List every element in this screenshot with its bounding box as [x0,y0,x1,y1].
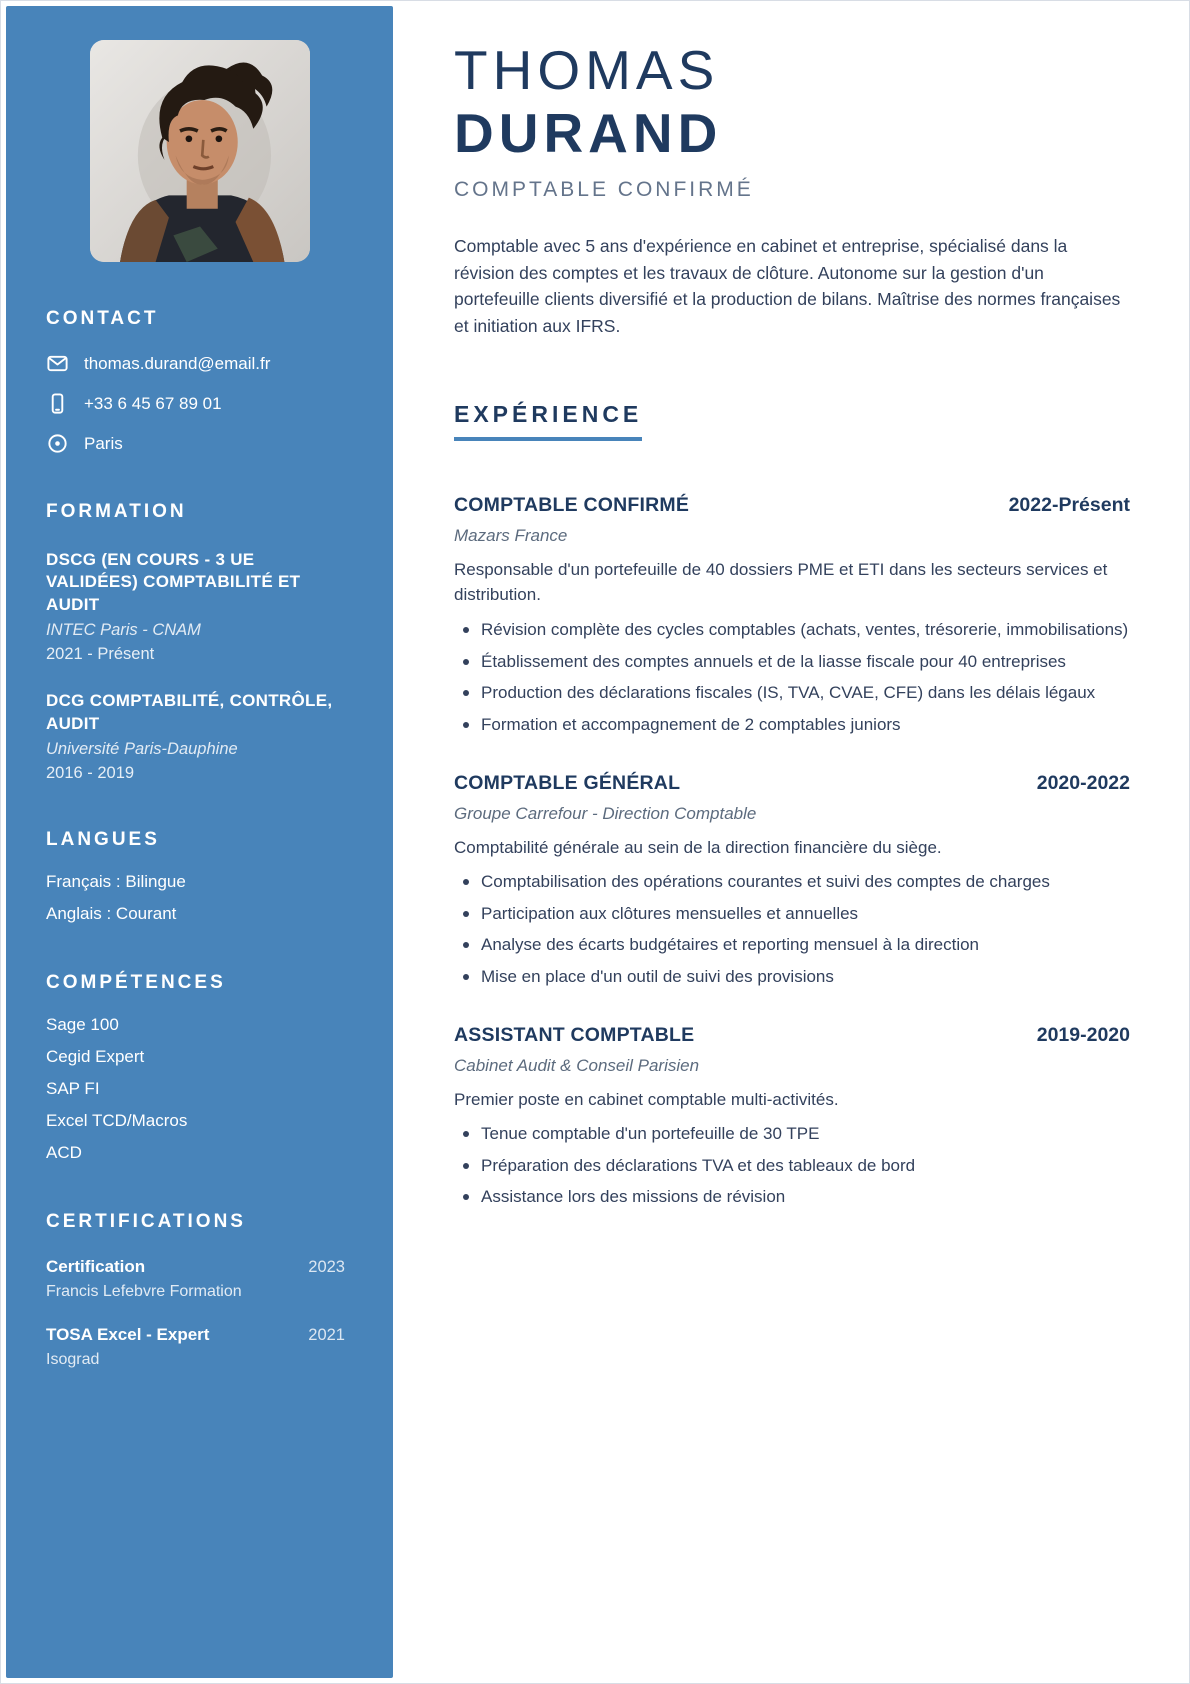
first-name: THOMAS [454,39,720,101]
job-bullet: Production des déclarations fiscales (IS, TVA, CVAE, CFE) dans les délais légaux [454,681,1130,706]
langues-list [46,871,345,926]
certification-year: 2023 [308,1257,345,1276]
formation-degree: DSCG (EN COURS - 3 UE VALIDÉES) COMPTABILITÉ ET AUDIT [46,550,301,614]
skill-item: Cegid Expert [46,1047,145,1066]
sidebar [6,6,393,1678]
main-column [454,39,1130,1217]
job-title: COMPTABLE CONFIRMÉ [454,493,690,516]
profile-summary: Comptable avec 5 ans d'expérience en cabinet et entreprise, spécialisé dans la révision des comptes et les travaux de clôture. Autonome sur la gestion d'un portefeuille clients diversifié et la production de bilans. Maîtrise des normes françaises et initiation aux IFRS. [454,236,1121,336]
certification-issuer: Isograd [46,1350,100,1368]
job-bullet-list [454,1122,1130,1210]
experience-entry [454,772,1130,990]
certification-name: Certification [46,1256,146,1276]
language-item: Anglais : Courant [46,904,177,924]
job-dates: 2020-2022 [1036,771,1130,794]
last-name: DURAND [454,102,723,164]
job-bullet: Mise en place d'un outil de suivi des provisions [454,965,1130,990]
job-description: Premier poste en cabinet comptable multi-activités. [454,1089,839,1109]
formation-entry [46,549,345,664]
job-bullet: Révision complète des cycles comptables (achats, ventes, trésorerie, immobilisations) [454,618,1130,643]
contact-phone: +33 6 45 67 89 01 [84,393,222,413]
job-bullet-list [454,618,1130,738]
job-bullet: Préparation des déclarations TVA et des tableaux de bord [454,1154,1130,1179]
job-description: Responsable d'un portefeuille de 40 dossiers PME et ETI dans les secteurs services et distribution. [454,559,1108,605]
formation-section-title: FORMATION [46,501,187,522]
certification-entry [46,1257,345,1301]
experience-entry [454,494,1130,738]
competences-section-title: COMPÉTENCES [46,972,226,994]
job-bullet: Participation aux clôtures mensuelles et annuelles [454,902,1130,927]
job-title: ASSISTANT COMPTABLE [454,1023,695,1046]
contact-email: thomas.durand@email.fr [84,353,271,373]
formation-degree: DCG COMPTABILITÉ, CONTRÔLE, AUDIT [46,691,333,733]
certification-year: 2021 [308,1325,345,1344]
contact-item-email [46,352,345,375]
language-item: Français : Bilingue [46,872,186,892]
formation-entry [46,690,345,783]
contact-location: Paris [84,433,123,453]
phone-icon [46,392,69,415]
formation-institution: INTEC Paris - CNAM [46,621,201,640]
skill-item: ACD [46,1142,82,1162]
job-bullet: Formation et accompagnement de 2 comptables juniors [454,713,1130,738]
mail-icon [46,352,69,375]
job-description: Comptabilité générale au sein de la direction financière du siège. [454,837,942,857]
contact-item-phone [46,392,345,415]
job-dates: 2022-Présent [1008,493,1130,516]
job-dates: 2019-2020 [1036,1023,1130,1046]
job-company: Cabinet Audit & Conseil Parisien [454,1055,700,1075]
location-icon [46,432,69,455]
skill-item: Excel TCD/Macros [46,1110,188,1130]
contact-list [46,352,345,455]
certification-name: TOSA Excel - Expert [46,1324,210,1344]
job-bullet: Comptabilisation des opérations courantes et suivi des comptes de charges [454,870,1130,895]
job-bullet: Tenue comptable d'un portefeuille de 30 TPE [454,1122,1130,1147]
contact-section-title: CONTACT [46,308,159,329]
skill-item: Sage 100 [46,1015,119,1035]
langues-section-title: LANGUES [46,829,160,851]
skill-item: SAP FI [46,1078,100,1098]
job-title: COMPTABLE GÉNÉRAL [454,771,681,794]
formation-institution: Université Paris-Dauphine [46,740,238,759]
job-bullet: Analyse des écarts budgétaires et reporting mensuel à la direction [454,933,1130,958]
job-company: Groupe Carrefour - Direction Comptable [454,803,757,823]
job-bullet-list [454,870,1130,990]
profile-photo [90,40,310,262]
experience-section-title: EXPÉRIENCE [454,401,642,441]
certification-issuer: Francis Lefebvre Formation [46,1282,242,1300]
job-company: Mazars France [454,525,568,545]
competences-list [46,1014,345,1165]
contact-item-location [46,432,345,455]
headline-job-title: COMPTABLE CONFIRMÉ [454,178,754,201]
formation-dates: 2016 - 2019 [46,764,135,783]
formation-dates: 2021 - Présent [46,645,155,664]
certification-entry [46,1325,345,1369]
job-bullet: Assistance lors des missions de révision [454,1185,1130,1210]
experience-entry [454,1024,1130,1210]
certifications-section-title: CERTIFICATIONS [46,1210,246,1232]
job-bullet: Établissement des comptes annuels et de la liasse fiscale pour 40 entreprises [454,650,1130,675]
